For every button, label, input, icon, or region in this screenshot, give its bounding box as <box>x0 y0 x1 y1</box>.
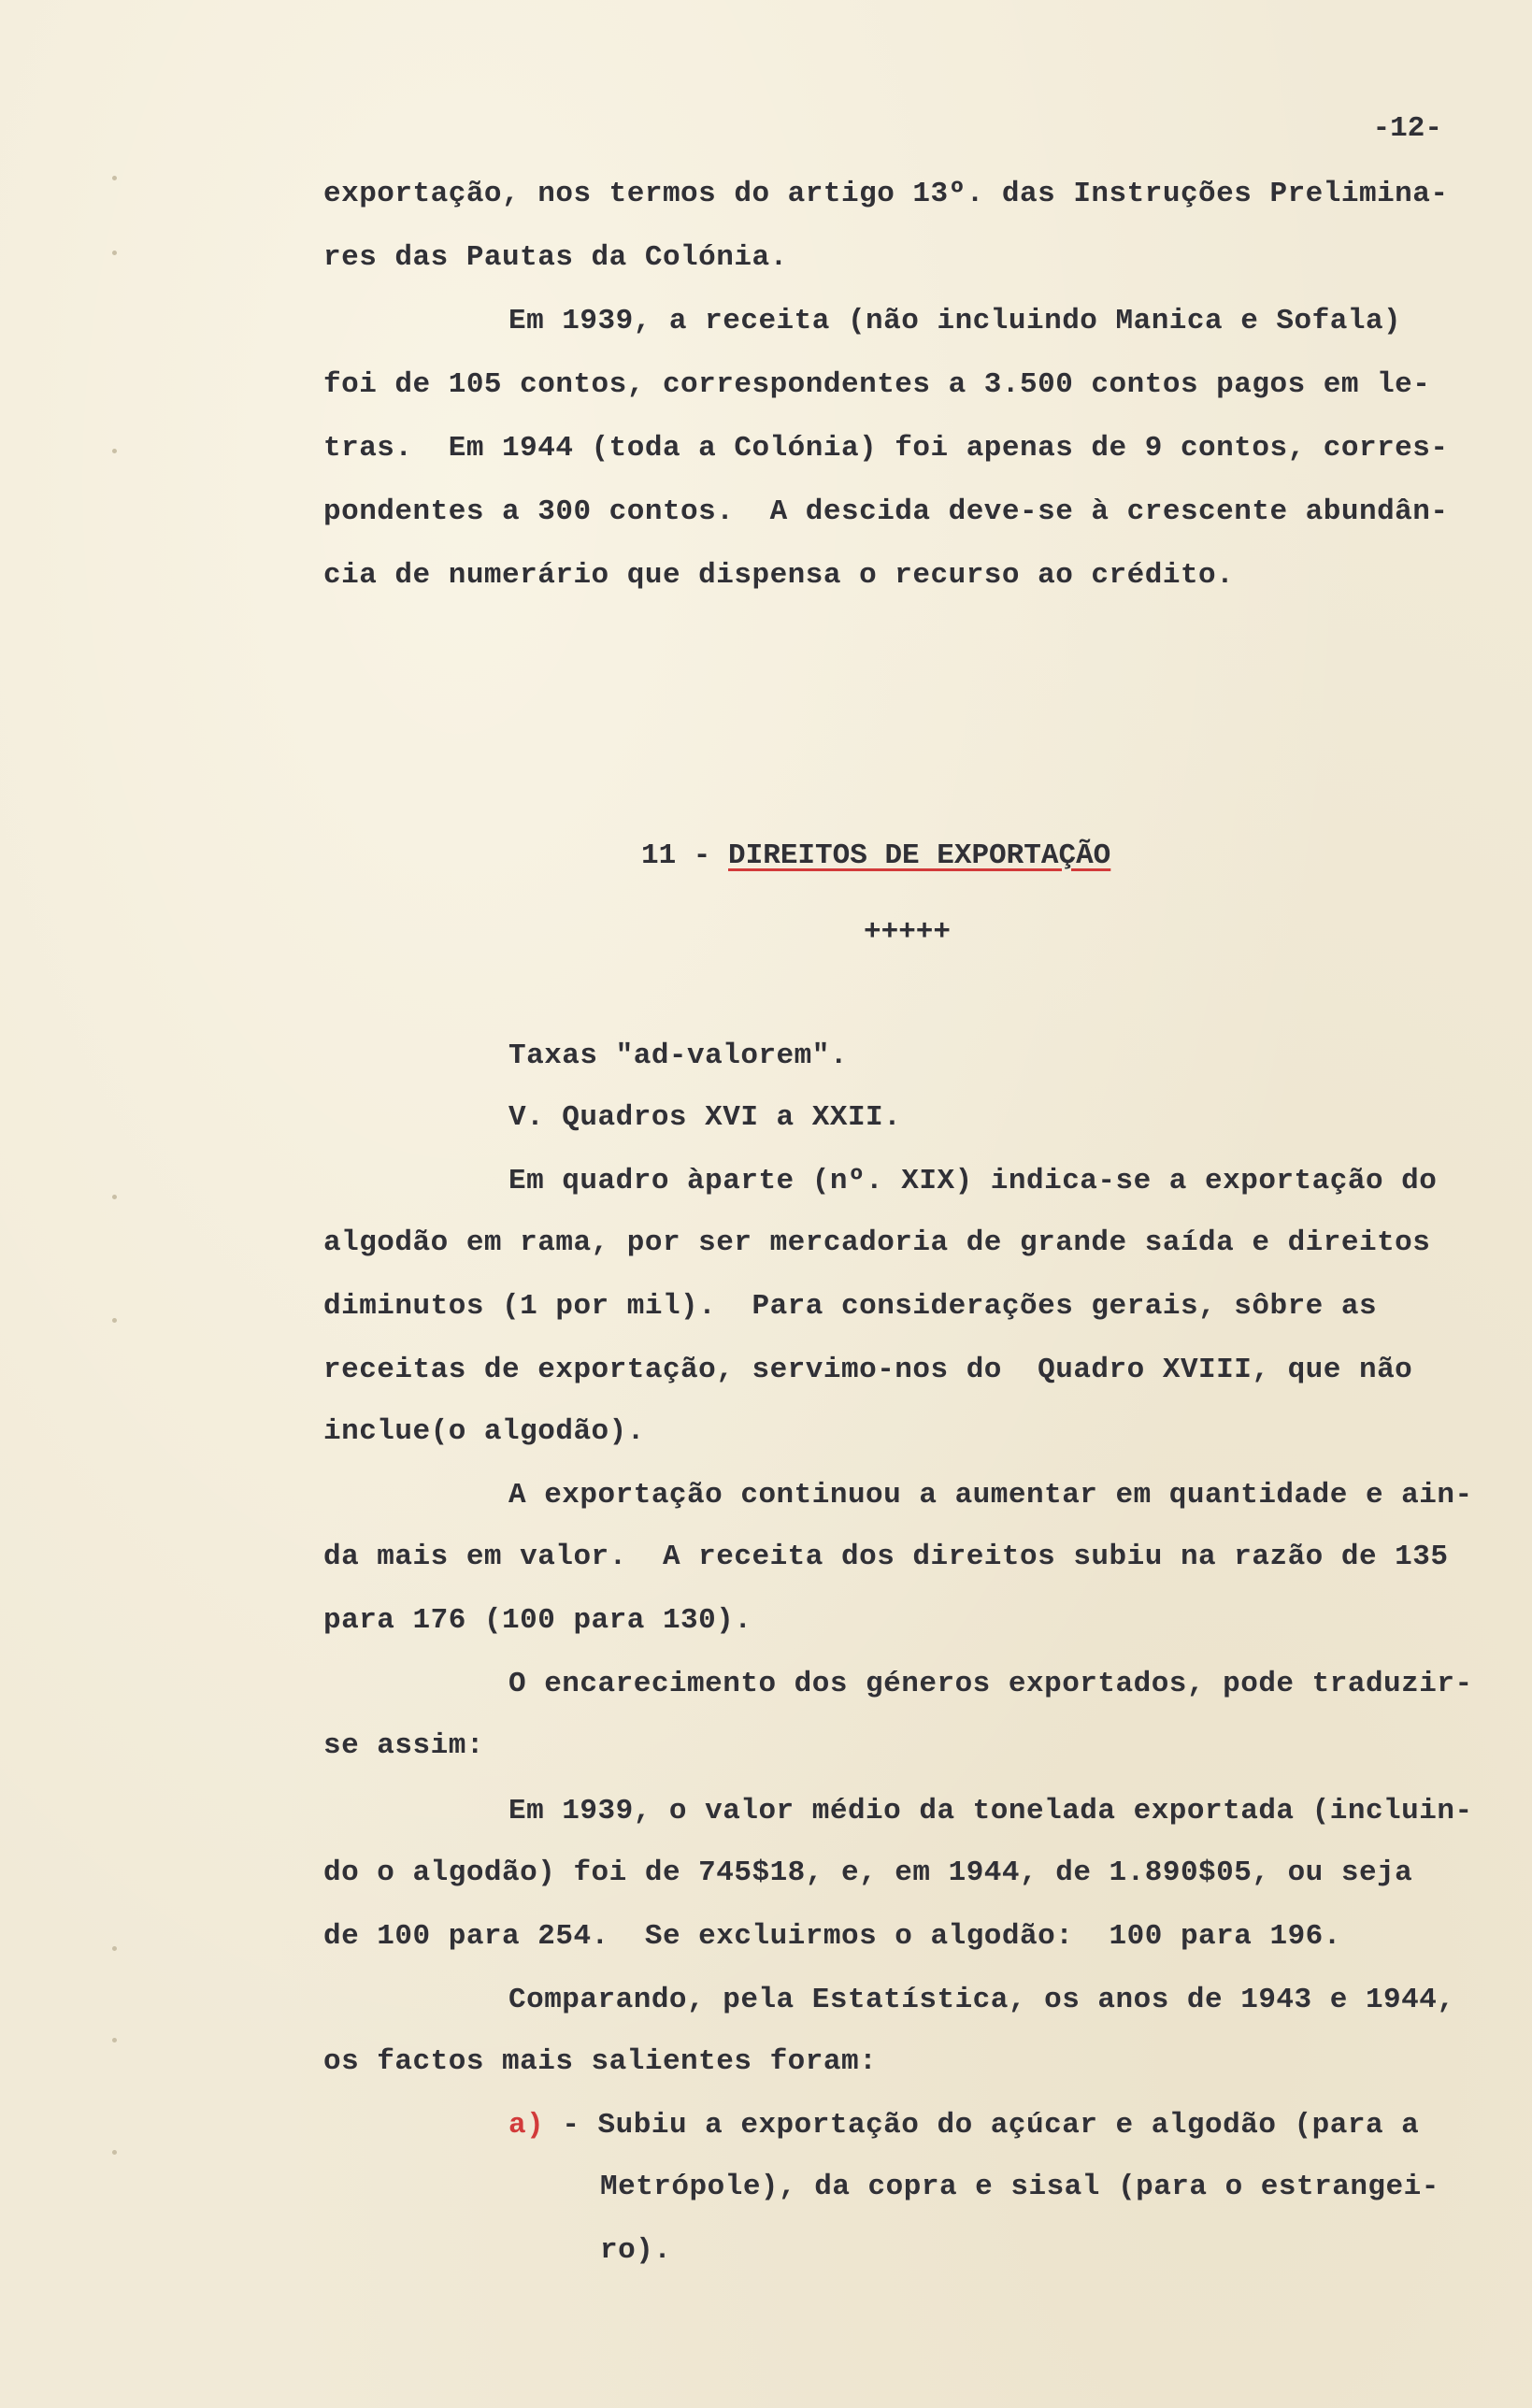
margin-speck <box>112 251 117 255</box>
paragraph-line: V. Quadros XVI a XXII. <box>508 1101 902 1134</box>
margin-speck <box>112 2038 117 2042</box>
paragraph-line: algodão em rama, por ser mercadoria de grande saída e direitos <box>323 1226 1431 1259</box>
margin-speck <box>112 1195 117 1199</box>
section-heading <box>641 838 1110 875</box>
margin-speck <box>112 2150 117 2155</box>
section-divider: +++++ <box>864 916 952 949</box>
list-item-a-first-line <box>508 2107 1419 2144</box>
paragraph-line: diminutos (1 por mil). Para considerações gerais, sôbre as <box>323 1290 1378 1323</box>
paragraph-line: cia de numerário que dispensa o recurso ao crédito. <box>323 559 1235 592</box>
list-marker: a) <box>508 2109 545 2142</box>
margin-speck <box>112 1946 117 1951</box>
paragraph-line: Em 1939, a receita (não incluindo Manica e Sofala) <box>508 305 1402 337</box>
paragraph-line: res das Pautas da Colónia. <box>323 241 788 274</box>
list-item-text: Subiu a exportação do açúcar e algodão (para a <box>597 2109 1420 2142</box>
paragraph-line: receitas de exportação, servimo-nos do Quadro XVIII, que não <box>323 1354 1413 1386</box>
paragraph-line: Taxas "ad-valorem". <box>508 1039 848 1072</box>
paragraph-line: do o algodão) foi de 745$18, e, em 1944, de 1.890$05, ou seja <box>323 1856 1413 1889</box>
paragraph-line: foi de 105 contos, correspondentes a 3.500 contos pagos em le- <box>323 368 1431 401</box>
paragraph-line: de 100 para 254. Se excluirmos o algodão: 100 para 196. <box>323 1920 1341 1953</box>
paragraph-line: Comparando, pela Estatística, os anos de 1943 e 1944, <box>508 1984 1455 2016</box>
list-item-line: Metrópole), da copra e sisal (para o estrangei- <box>600 2171 1439 2203</box>
margin-speck <box>112 176 117 180</box>
paragraph-line: exportação, nos termos do artigo 13º. das Instruções Prelimina- <box>323 178 1449 210</box>
paragraph-line: A exportação continuou a aumentar em quantidade e ain- <box>508 1479 1473 1512</box>
paragraph-line: Em 1939, o valor médio da tonelada exportada (incluin- <box>508 1795 1473 1828</box>
paragraph-line: se assim: <box>323 1729 484 1762</box>
section-number: 11 - <box>641 839 729 872</box>
paragraph-line: pondentes a 300 contos. A descida deve-se à crescente abundân- <box>323 495 1449 528</box>
paragraph-line: Em quadro àparte (nº. XIX) indica-se a exportação do <box>508 1165 1438 1197</box>
margin-speck <box>112 449 117 453</box>
list-item-line: ro). <box>600 2234 672 2267</box>
page-number: -12- <box>1372 112 1442 145</box>
paragraph-line: para 176 (100 para 130). <box>323 1604 752 1637</box>
paragraph-line: inclue(o algodão). <box>323 1415 645 1448</box>
paragraph-line: tras. Em 1944 (toda a Colónia) foi apenas de 9 contos, corres- <box>323 432 1449 465</box>
section-title: DIREITOS DE EXPORTAÇÃO <box>728 839 1111 872</box>
paragraph-line: O encarecimento dos géneros exportados, pode traduzir- <box>508 1668 1473 1700</box>
margin-speck <box>112 1318 117 1323</box>
paragraph-line: os factos mais salientes foram: <box>323 2045 878 2078</box>
paragraph-line: da mais em valor. A receita dos direitos subiu na razão de 135 <box>323 1541 1449 1573</box>
list-separator: - <box>544 2109 598 2142</box>
